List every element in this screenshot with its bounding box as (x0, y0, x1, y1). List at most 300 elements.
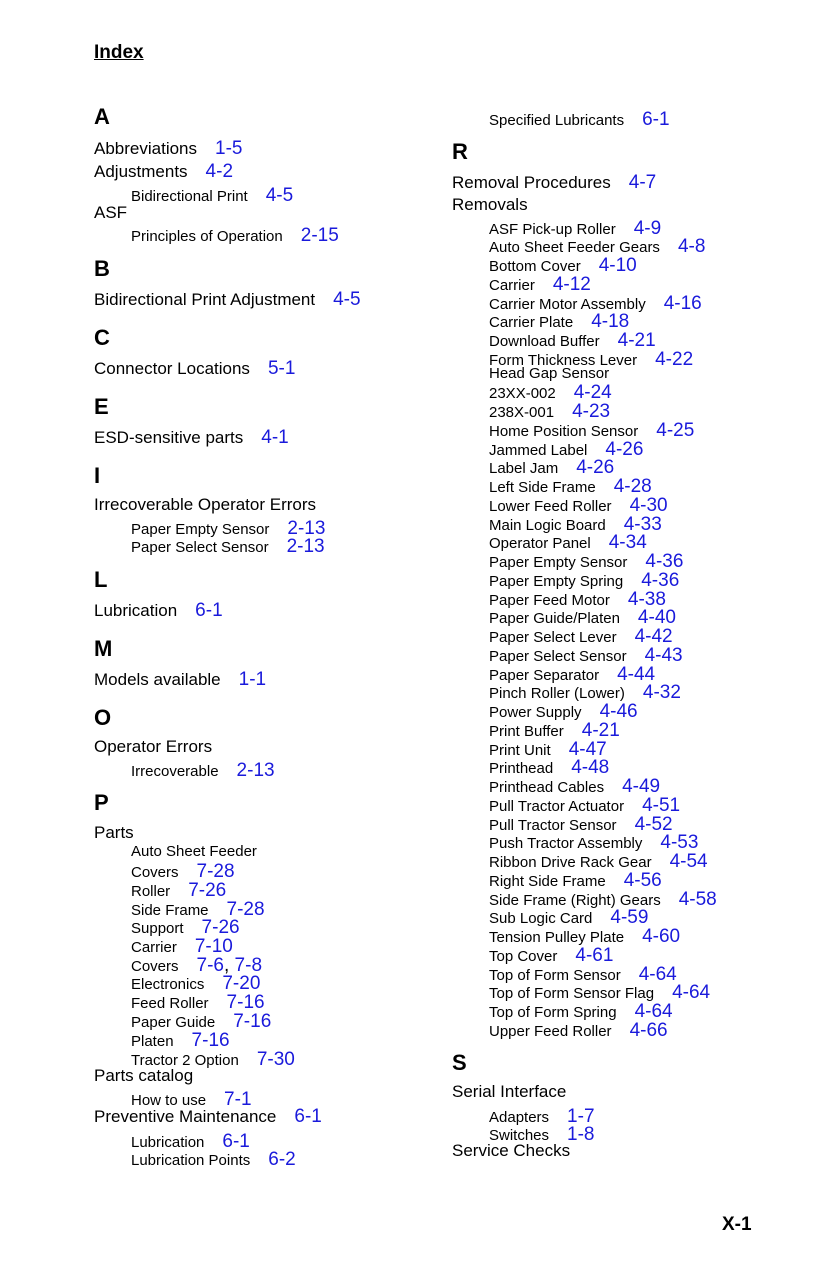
page-ref-link[interactable]: 7-28 (196, 861, 235, 882)
page-ref-link[interactable]: 1-5 (215, 138, 243, 159)
page-ref-link[interactable]: 2-15 (300, 225, 339, 246)
page-ref-link[interactable]: 4-1 (261, 427, 289, 448)
index-entry (489, 571, 679, 590)
index-entry (452, 173, 656, 192)
index-term: Upper Feed Roller (489, 1023, 612, 1040)
index-term: Home Position Sensor (489, 423, 639, 440)
page-ref-link[interactable]: 6-1 (294, 1106, 322, 1127)
index-term: Paper Guide (131, 1014, 216, 1031)
section-letter-i: I (94, 463, 101, 488)
page-refs (655, 349, 693, 370)
index-term: Sub Logic Card (489, 910, 593, 927)
page-refs (664, 293, 702, 314)
page-ref-link[interactable]: 7-20 (222, 973, 261, 994)
index-term: 23XX-002 (489, 385, 556, 402)
index-entry (489, 275, 591, 294)
index-entry (452, 1083, 566, 1100)
index-entry (489, 1002, 673, 1021)
index-entry (489, 833, 698, 852)
index-entry (489, 852, 708, 871)
page-ref-link[interactable]: 7-26 (201, 917, 240, 938)
index-term: Principles of Operation (131, 228, 283, 245)
section-letter-e: E (94, 394, 109, 419)
page-refs (645, 645, 683, 666)
page-ref-link[interactable]: 4-28 (613, 476, 652, 497)
index-entry (489, 758, 609, 777)
page-refs (609, 532, 647, 553)
index-entry (94, 290, 361, 309)
page-ref-link[interactable]: 4-59 (610, 907, 649, 928)
page-ref-link[interactable]: 7-6 (196, 955, 224, 976)
index-entry (489, 927, 680, 946)
index-entry (131, 918, 240, 937)
index-term: Printhead Cables (489, 779, 605, 796)
page-ref-link[interactable]: 4-66 (629, 1020, 668, 1041)
index-entry (94, 496, 316, 513)
index-term: Bidirectional Print (131, 188, 248, 205)
index-entry (131, 761, 275, 780)
page-ref-link[interactable]: 4-8 (677, 236, 706, 257)
index-term: Covers (131, 864, 179, 881)
page-ref-link[interactable]: 4-43 (644, 645, 683, 666)
index-term: Adapters (489, 1109, 550, 1126)
index-entry (489, 477, 652, 496)
page-ref-link[interactable]: 7-1 (224, 1089, 252, 1110)
page-refs (641, 570, 679, 591)
page-ref-link[interactable]: 6-2 (268, 1149, 296, 1170)
index-term: Paper Select Lever (489, 629, 617, 646)
index-term: Platen (131, 1033, 174, 1050)
page-refs (222, 1131, 249, 1152)
page-ref-link[interactable]: 6-1 (642, 109, 670, 130)
index-term: Printhead (489, 760, 554, 777)
index-term: Left Side Frame (489, 479, 596, 496)
page-ref-link[interactable]: 4-54 (669, 851, 708, 872)
page-ref-link[interactable]: 4-48 (571, 757, 610, 778)
index-entry (131, 993, 265, 1012)
page-ref-link[interactable]: 7-16 (226, 992, 265, 1013)
page-ref-link[interactable]: 4-60 (642, 926, 681, 947)
index-term: Auto Sheet Feeder Gears (489, 239, 660, 256)
page-refs (202, 917, 240, 938)
index-term: 238X-001 (489, 404, 555, 421)
index-entry (94, 1107, 322, 1126)
page-ref-link[interactable]: 5-1 (267, 358, 296, 379)
page-refs (266, 185, 293, 206)
section-letter-l: L (94, 567, 108, 592)
page-ref-link[interactable]: 4-12 (552, 274, 591, 295)
page-refs (656, 420, 694, 441)
page-ref-link[interactable]: 4-10 (598, 255, 637, 276)
page-ref-link[interactable]: 4-25 (656, 420, 695, 441)
index-term: Preventive Maintenance (94, 1107, 277, 1126)
index-term: Paper Empty Sensor (489, 554, 628, 571)
page-refs (576, 457, 614, 478)
index-term: Paper Feed Motor (489, 592, 610, 609)
section-letter-b: B (94, 256, 110, 281)
index-entry (94, 139, 242, 158)
index-entry (489, 533, 647, 552)
page-refs (222, 973, 260, 994)
page-ref-link[interactable]: 7-26 (188, 880, 227, 901)
page-refs (188, 880, 226, 901)
page-ref-link[interactable]: 7-30 (256, 1049, 295, 1070)
index-term: Paper Empty Spring (489, 573, 624, 590)
page-ref-link[interactable]: 7-10 (194, 936, 233, 957)
index-term: Side Frame (Right) Gears (489, 892, 661, 909)
page-refs (645, 551, 683, 572)
index-term: Tension Pulley Plate (489, 929, 625, 946)
page-refs (294, 1106, 321, 1127)
page-ref-link[interactable]: 4-26 (605, 439, 644, 460)
index-term: ESD-sensitive parts (94, 428, 244, 447)
page-ref-link[interactable]: 7-16 (191, 1030, 230, 1051)
index-term: Paper Empty Sensor (131, 521, 270, 538)
index-entry (131, 1132, 250, 1151)
page-ref-link[interactable]: 4-22 (655, 349, 694, 370)
index-term: ASF (94, 203, 128, 222)
index-term: Paper Select Sensor (489, 648, 627, 665)
page-ref-link[interactable]: 7-16 (233, 1011, 272, 1032)
index-entry (489, 796, 680, 815)
page-refs (600, 701, 638, 722)
index-entry (94, 428, 289, 447)
page-refs (333, 289, 360, 310)
page-ref-link[interactable]: 4-5 (265, 185, 294, 206)
index-term: Lubrication (94, 601, 178, 620)
page-ref-link[interactable]: 4-56 (623, 870, 662, 891)
page-ref-link[interactable]: 2-13 (286, 536, 325, 557)
index-entry (489, 312, 629, 331)
index-term: Covers (131, 958, 179, 975)
index-term: Top Cover (489, 948, 558, 965)
index-entry (489, 646, 683, 665)
page-refs (642, 795, 680, 816)
index-term: Download Buffer (489, 333, 600, 350)
page-ref-link[interactable]: 4-58 (678, 889, 717, 910)
index-entry (489, 552, 683, 571)
page-refs (670, 851, 708, 872)
page-refs (571, 757, 609, 778)
index-term: Models available (94, 670, 221, 689)
index-entry (489, 983, 710, 1002)
index-term: Tractor 2 Option (131, 1052, 239, 1069)
page-ref-link[interactable]: 2-13 (236, 760, 275, 781)
page-ref-link[interactable]: 4-34 (608, 532, 647, 553)
page-refs (679, 889, 717, 910)
index-term: Head Gap Sensor (489, 365, 610, 382)
page-ref-link[interactable]: 4-64 (638, 964, 677, 985)
index-entry (489, 1021, 668, 1040)
page-refs (635, 626, 673, 647)
index-term: Carrier (489, 277, 535, 294)
index-entry (131, 1150, 296, 1169)
index-entry (489, 965, 677, 984)
section-letter-r: R (452, 139, 468, 164)
index-term: Main Logic Board (489, 517, 606, 534)
index-term: Top of Form Spring (489, 1004, 617, 1021)
page-title: Index (94, 42, 144, 63)
page-ref-separator: , (223, 955, 235, 976)
index-term: Parts (94, 823, 134, 842)
page-ref-link[interactable]: 4-49 (622, 776, 661, 797)
index-term: Support (131, 920, 184, 937)
page-ref-link[interactable]: 2-13 (287, 518, 326, 539)
index-entry (452, 1142, 570, 1159)
index-term: Serial Interface (452, 1082, 567, 1101)
index-term: Operator Errors (94, 737, 213, 756)
page-refs (574, 382, 612, 403)
index-term: Carrier Plate (489, 314, 574, 331)
index-entry (489, 421, 694, 440)
page-refs (642, 109, 669, 130)
index-entry (131, 974, 260, 993)
index-entry (489, 219, 661, 238)
page-refs (215, 138, 242, 159)
page-ref-link[interactable]: 7-28 (226, 899, 265, 920)
page-refs (622, 776, 660, 797)
index-entry (131, 900, 265, 919)
section-letter-c: C (94, 325, 110, 350)
index-entry (131, 186, 293, 205)
section-letter-o: O (94, 705, 112, 730)
page-refs (206, 161, 233, 182)
page-ref-link[interactable]: 4-16 (663, 293, 702, 314)
section-letter-m: M (94, 636, 113, 661)
index-term: Auto Sheet Feeder (131, 843, 257, 860)
page-refs (678, 236, 705, 257)
index-entry (131, 881, 226, 900)
index-term: Print Buffer (489, 723, 564, 740)
page-ref-link[interactable]: 4-33 (623, 514, 662, 535)
index-entry (94, 204, 127, 221)
index-entry (131, 937, 233, 956)
page-ref-link[interactable]: 4-46 (599, 701, 638, 722)
index-term: Form Thickness Lever (489, 352, 638, 369)
page-refs (599, 255, 637, 276)
index-entry (489, 890, 717, 909)
index-entry (131, 1031, 230, 1050)
page-refs (630, 495, 668, 516)
page-refs (261, 427, 288, 448)
page-refs (239, 669, 266, 690)
page-refs (301, 225, 339, 246)
index-entry (94, 670, 266, 689)
section-letter-p: P (94, 790, 109, 815)
page-ref-link[interactable]: 1-1 (238, 669, 267, 690)
page-ref-link[interactable]: 4-40 (637, 607, 676, 628)
index-term: Specified Lubricants (489, 112, 625, 129)
page-ref-link[interactable]: 4-36 (641, 570, 680, 591)
index-entry (489, 608, 676, 627)
page-ref-link[interactable]: 4-18 (591, 311, 630, 332)
page-ref-link[interactable]: 4-38 (627, 589, 666, 610)
page-refs (197, 861, 235, 882)
index-term: Paper Select Sensor (131, 539, 269, 556)
page-ref-link[interactable]: 6-1 (222, 1131, 250, 1152)
index-entry (94, 359, 295, 378)
index-entry (489, 908, 648, 927)
page-ref-link[interactable]: 4-36 (645, 551, 684, 572)
index-entry (489, 777, 660, 796)
page-refs (643, 682, 681, 703)
page-number: X-1 (722, 1214, 752, 1235)
index-term: Irrecoverable (131, 763, 219, 780)
page-refs (233, 1011, 271, 1032)
index-term: Irrecoverable Operator Errors (94, 495, 317, 514)
index-term: Right Side Frame (489, 873, 606, 890)
index-entry (452, 196, 528, 213)
page-refs (268, 1149, 295, 1170)
index-term: Top of Form Sensor Flag (489, 985, 655, 1002)
page-ref-link[interactable]: 4-64 (672, 982, 711, 1003)
index-term: Feed Roller (131, 995, 209, 1012)
page-ref-link[interactable]: 4-42 (634, 626, 673, 647)
index-term: Removal Procedures (452, 173, 611, 192)
index-term: Lower Feed Roller (489, 498, 612, 515)
page-refs (610, 907, 648, 928)
index-term: Pull Tractor Actuator (489, 798, 625, 815)
index-entry (131, 844, 257, 859)
index-term: Bottom Cover (489, 258, 581, 275)
index-term: Top of Form Sensor (489, 967, 621, 984)
index-term: Connector Locations (94, 359, 250, 378)
page-refs (638, 607, 676, 628)
page-ref-link[interactable]: 4-51 (642, 795, 681, 816)
index-entry (489, 496, 668, 515)
index-entry (94, 824, 134, 841)
page-refs (195, 936, 233, 957)
index-entry (489, 702, 638, 721)
index-entry (489, 871, 662, 890)
index-entry (489, 402, 610, 421)
index-entry (489, 946, 613, 965)
page-refs (582, 720, 620, 741)
index-term: Switches (489, 1127, 550, 1144)
page-refs (268, 358, 295, 379)
page-refs (618, 330, 656, 351)
page-refs (195, 600, 222, 621)
page-ref-link[interactable]: 4-24 (573, 382, 612, 403)
page-refs (630, 1020, 668, 1041)
page-ref-link[interactable]: 1-7 (567, 1106, 595, 1127)
index-term: ASF Pick-up Roller (489, 221, 616, 238)
page-ref-link[interactable]: 4-23 (572, 401, 611, 422)
page-refs (567, 1124, 594, 1145)
page-ref-link[interactable]: 7-8 (234, 955, 263, 976)
index-term: Carrier (131, 939, 177, 956)
index-term: Paper Separator (489, 667, 600, 684)
index-term: Push Tractor Assembly (489, 835, 643, 852)
page-ref-link[interactable]: 4-44 (617, 664, 656, 685)
page-ref-link[interactable]: 4-47 (568, 739, 607, 760)
index-term: Service Checks (452, 1141, 571, 1160)
page-ref-link[interactable]: 4-52 (634, 814, 673, 835)
index-term: Roller (131, 883, 171, 900)
page-refs (635, 1001, 673, 1022)
page-ref-link[interactable]: 6-1 (195, 600, 223, 621)
page-ref-link[interactable]: 4-7 (628, 172, 657, 193)
index-term: Lubrication Points (131, 1152, 251, 1169)
page-refs (572, 401, 610, 422)
index-term: Operator Panel (489, 535, 591, 552)
page-ref-link[interactable]: 4-53 (660, 832, 699, 853)
index-term: Electronics (131, 976, 205, 993)
page-refs (553, 274, 591, 295)
index-entry (489, 110, 670, 129)
index-entry (489, 256, 637, 275)
page-ref-link[interactable]: 4-26 (576, 457, 615, 478)
page-ref-link[interactable]: 4-9 (633, 218, 662, 239)
page-ref-link[interactable]: 4-61 (575, 945, 614, 966)
index-term: Bidirectional Print Adjustment (94, 290, 316, 309)
index-term: Lubrication (131, 1134, 205, 1151)
page-refs (642, 926, 680, 947)
index-entry (489, 627, 673, 646)
page-refs (237, 760, 275, 781)
index-entry (94, 738, 212, 755)
index-term: Jammed Label (489, 442, 588, 459)
index-term: Power Supply (489, 704, 582, 721)
page-refs (634, 218, 661, 239)
index-entry (131, 862, 235, 881)
index-term: Pinch Roller (Lower) (489, 685, 625, 702)
page-refs (257, 1049, 295, 1070)
index-entry (489, 683, 681, 702)
index-entry (94, 162, 233, 181)
index-entry (489, 458, 614, 477)
index-term: Label Jam (489, 460, 559, 477)
index-term: Adjustments (94, 162, 188, 181)
index-entry (489, 721, 620, 740)
page-refs (624, 870, 662, 891)
page-ref-link[interactable]: 4-5 (333, 289, 361, 310)
page-refs (287, 536, 325, 557)
page-refs (614, 476, 652, 497)
index-term: Removals (452, 195, 528, 214)
page-ref-link[interactable]: 4-32 (642, 682, 681, 703)
index-term: Carrier Motor Assembly (489, 296, 646, 313)
page-ref-link[interactable]: 4-30 (629, 495, 668, 516)
index-entry (489, 815, 673, 834)
index-term: Pull Tractor Sensor (489, 817, 617, 834)
page-ref-link[interactable]: 4-21 (617, 330, 656, 351)
page-ref-link[interactable]: 4-64 (634, 1001, 673, 1022)
section-letter-s: S (452, 1050, 467, 1075)
index-entry (489, 383, 612, 402)
section-letter-a: A (94, 104, 110, 129)
index-entry (131, 1012, 271, 1031)
page-refs (227, 992, 265, 1013)
index-term: How to use (131, 1092, 207, 1109)
page-ref-link[interactable]: 1-8 (567, 1124, 595, 1145)
index-entry (94, 1067, 193, 1084)
index-entry (489, 331, 656, 350)
page-refs (192, 1030, 230, 1051)
index-term: Side Frame (131, 902, 209, 919)
page-refs (672, 982, 710, 1003)
index-entry (131, 226, 339, 245)
index-term: Ribbon Drive Rack Gear (489, 854, 652, 871)
index-term: Print Unit (489, 742, 551, 759)
index-term: Paper Guide/Platen (489, 610, 620, 627)
index-entry (489, 440, 643, 459)
index-entry (131, 537, 325, 556)
page-ref-link[interactable]: 4-21 (581, 720, 620, 741)
page-ref-link[interactable]: 4-2 (205, 161, 234, 182)
page-refs (660, 832, 698, 853)
index-entry (489, 665, 655, 684)
